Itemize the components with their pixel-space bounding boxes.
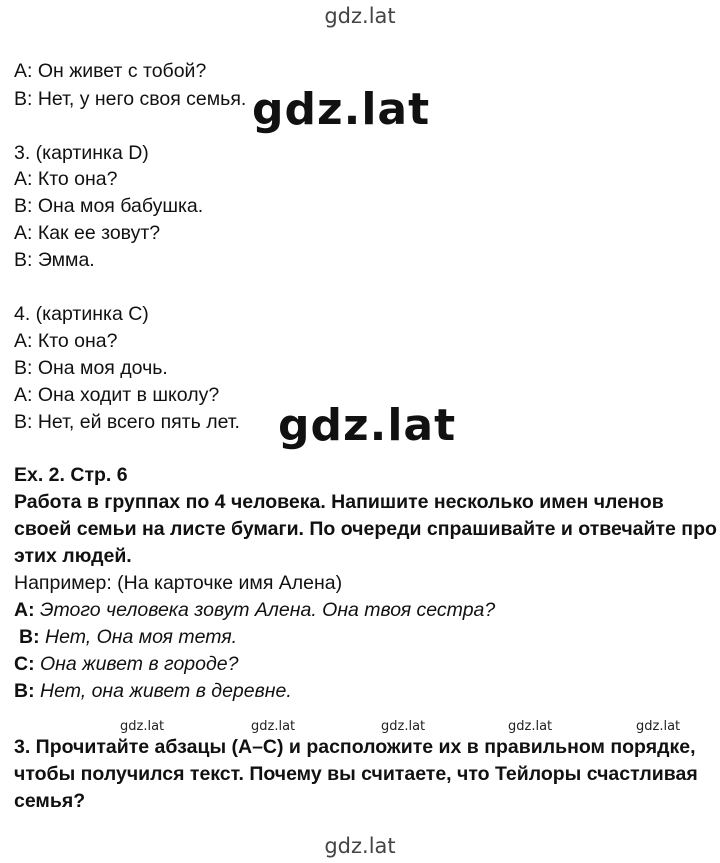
example-text: Нет, она живет в деревне. xyxy=(40,680,292,702)
dialog-line: A: Она ходит в школу? xyxy=(14,384,220,406)
example-text: Этого человека зовут Алена. Она твоя сестра? xyxy=(40,599,496,621)
speaker-label: A: xyxy=(14,599,35,621)
dialog-line: B: Нет, ей всего пять лет. xyxy=(14,411,240,433)
dialog-line: A: Как ее зовут? xyxy=(14,222,161,244)
task-text: Работа в группах по 4 человека. Напишите несколько имен членов xyxy=(14,491,664,513)
dialog-line: B: Нет, у него своя семья. xyxy=(14,88,247,110)
dialog-line: A: Кто она? xyxy=(14,168,118,190)
item-title: 4. (картинка C) xyxy=(14,303,149,325)
task-text: этих людей. xyxy=(14,545,132,567)
dialog-line: A: Кто она? xyxy=(14,330,118,352)
watermark-small: gdz.lat xyxy=(120,719,165,734)
example-line xyxy=(19,624,237,650)
dialog-line: B: Она моя дочь. xyxy=(14,357,168,379)
example-line xyxy=(14,678,292,704)
task-text: своей семьи на листе бумаги. По очереди спрашивайте и отвечайте про xyxy=(14,518,717,540)
watermark-small: gdz.lat xyxy=(251,719,296,734)
example-text: Нет, Она моя тетя. xyxy=(45,626,238,648)
speaker-label: C: xyxy=(14,653,35,675)
item-title: 3. (картинка D) xyxy=(14,142,149,164)
example-intro: Например: (На карточке имя Алена) xyxy=(14,572,343,594)
exercise-heading: Ex. 2. Стр. 6 xyxy=(14,464,128,486)
watermark-small: gdz.lat xyxy=(636,719,681,734)
dialog-line: B: Эмма. xyxy=(14,249,95,271)
dialog-line: B: Она моя бабушка. xyxy=(14,195,204,217)
watermark-top: gdz.lat xyxy=(324,4,396,28)
watermark-small: gdz.lat xyxy=(508,719,553,734)
speaker-label: B: xyxy=(19,626,40,648)
task-text: 3. Прочитайте абзацы (A–C) и расположите их в правильном порядке, xyxy=(14,736,696,758)
watermark-large-2: gdz.lat xyxy=(278,400,457,451)
example-line xyxy=(14,597,495,623)
watermark-small: gdz.lat xyxy=(381,719,426,734)
dialog-line: A: Он живет с тобой? xyxy=(14,60,207,82)
task-text: семья? xyxy=(14,790,86,812)
watermark-bottom: gdz.lat xyxy=(324,834,396,858)
watermark-large-1: gdz.lat xyxy=(252,84,431,135)
example-line xyxy=(14,651,238,677)
speaker-label: B: xyxy=(14,680,35,702)
task-text: чтобы получился текст. Почему вы считаете, что Тейлоры счастливая xyxy=(14,763,698,785)
example-text: Она живет в городе? xyxy=(40,653,239,675)
